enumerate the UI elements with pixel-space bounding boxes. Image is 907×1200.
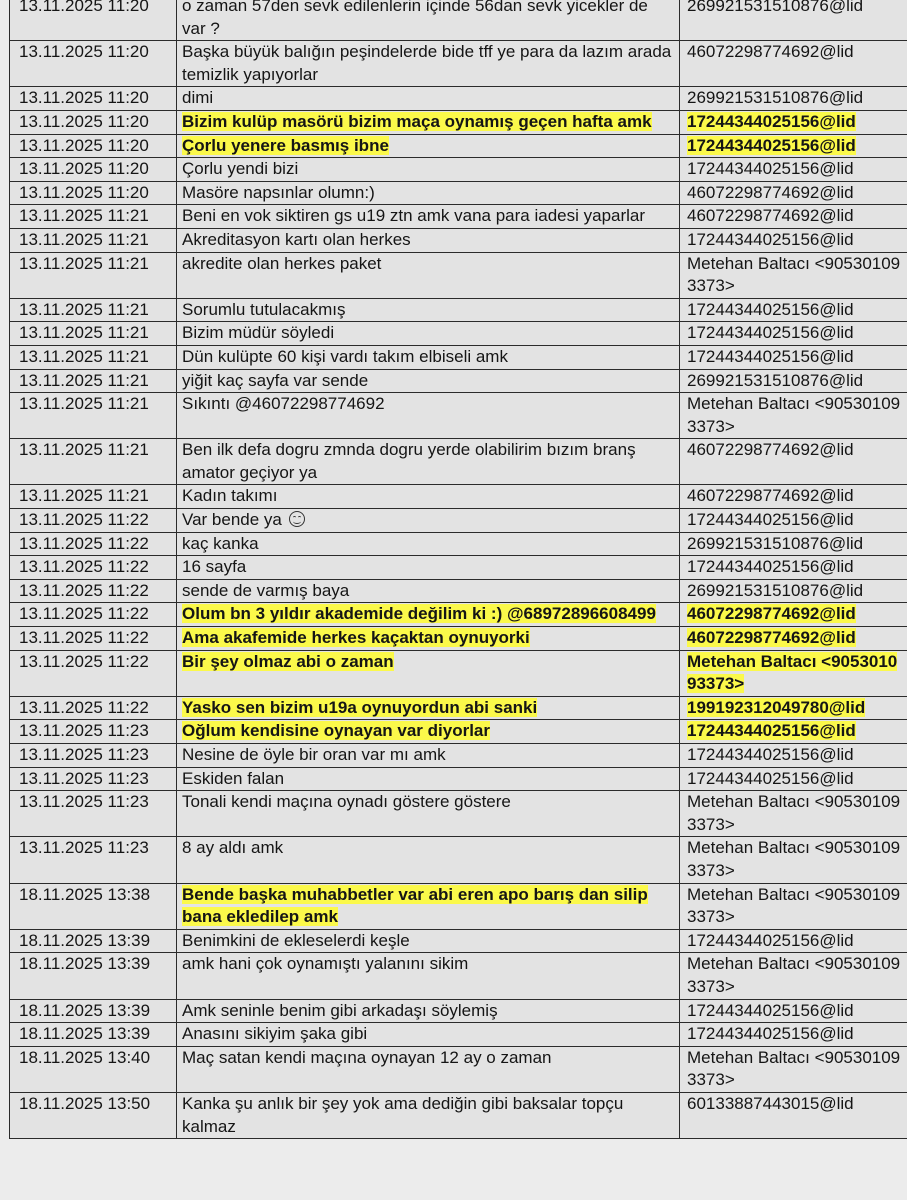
timestamp-cell: 13.11.2025 11:21 [10,369,177,393]
message-text: Nesine de öyle bir oran var mı amk [182,745,446,764]
timestamp-cell: 13.11.2025 11:22 [10,603,177,627]
sender-cell [680,696,907,720]
message-text: Bizim müdür söyledi [182,323,335,343]
timestamp-cell: 13.11.2025 11:22 [10,696,177,720]
sender-cell [680,744,907,768]
sender-cell [680,532,907,556]
sender-text: Metehan Baltacı <905301093373> [687,394,901,436]
message-text: Tonali kendi maçına oynadı göstere göstere [182,792,511,812]
timestamp-cell: 13.11.2025 11:20 [10,181,177,205]
sender-text: 17244344025156@lid [687,346,854,366]
message-cell [177,1023,680,1047]
table-row [10,509,907,533]
sender-text: 17244344025156@lid [687,323,854,343]
table-row [10,298,907,322]
sender-text: 46072298774692@lid [687,486,854,506]
message-text: Bende başka muhabbetler var abi eren apo barış dan silip bana ekledilер amk [182,884,648,927]
timestamp-cell: 18.11.2025 13:40 [10,1046,177,1092]
table-row [10,369,907,393]
message-text: Benimkini de ekleselerdi keşle [182,930,410,950]
timestamp-cell: 13.11.2025 11:20 [10,41,177,87]
table-row [10,953,907,999]
timestamp-cell: 13.11.2025 11:23 [10,720,177,744]
table-row [10,883,907,929]
sender-text: Metehan Baltacı <905301093373> [687,884,901,927]
message-cell [177,0,680,41]
message-text: Ben ilk defa dogru zmnda dogru yerde olabilirim bızım branş amator geçiyor ya [182,440,636,482]
timestamp-cell: 13.11.2025 11:20 [10,87,177,111]
table-row [10,767,907,791]
table-row [10,87,907,111]
message-text: Anasını sikiyim şaka gibi [182,1024,368,1044]
message-cell [177,579,680,603]
sender-text: 269921531510876@lid [687,88,864,108]
table-row [10,1092,907,1138]
timestamp-cell: 13.11.2025 11:23 [10,837,177,883]
sender-cell [680,205,907,229]
sender-cell [680,110,907,134]
sender-text: 17244344025156@lid [687,1000,854,1020]
message-cell [177,345,680,369]
sender-cell [680,556,907,580]
message-text: Oğlum kendisine oynayan var diyorlar [182,721,490,741]
timestamp-cell: 13.11.2025 11:21 [10,252,177,298]
message-text: Ama akafemide herkes kaçaktan oynuyorki [182,628,530,648]
sender-cell [680,509,907,533]
sender-cell [680,322,907,346]
message-cell [177,532,680,556]
timestamp-cell: 13.11.2025 11:20 [10,0,177,41]
sender-text: 17244344025156@lid [687,745,854,764]
table-row [10,929,907,953]
timestamp-cell: 18.11.2025 13:50 [10,1092,177,1138]
message-cell [177,650,680,696]
chat-log-body [10,0,907,1139]
sender-text: 46072298774692@lid [687,42,854,62]
sender-text: 17244344025156@lid [687,930,854,950]
table-row [10,252,907,298]
message-text: Akreditasyon kartı olan herkes [182,229,411,249]
table-row [10,345,907,369]
timestamp-cell: 13.11.2025 11:22 [10,627,177,651]
message-cell [177,158,680,182]
table-row [10,1046,907,1092]
sender-cell [680,1092,907,1138]
timestamp-cell: 18.11.2025 13:39 [10,1023,177,1047]
table-row [10,532,907,556]
message-text: Maç satan kendi maçına oynayan 12 ay o zaman [182,1047,552,1067]
message-text: Beni en vok siktiren gs u19 ztn amk vana para iadesi yaparlar [182,206,646,226]
message-cell [177,439,680,485]
sender-text: Metehan Baltacı <905301093373> [687,253,901,296]
table-row [10,181,907,205]
sender-text: 46072298774692@lid [687,628,856,648]
message-cell [177,509,680,533]
message-cell [177,837,680,883]
table-row [10,322,907,346]
message-cell [177,556,680,580]
timestamp-cell: 18.11.2025 13:39 [10,999,177,1023]
message-cell [177,603,680,627]
sender-cell [680,603,907,627]
sender-text: 17244344025156@lid [687,557,854,577]
table-row [10,134,907,158]
message-text: dimi [182,88,214,108]
smile-emoji-icon [289,511,305,527]
message-cell [177,696,680,720]
table-row [10,393,907,439]
timestamp-cell: 13.11.2025 11:21 [10,205,177,229]
table-row [10,579,907,603]
sender-cell [680,791,907,837]
table-row [10,1023,907,1047]
sender-text: 17244344025156@lid [687,721,856,741]
sender-text: 17244344025156@lid [687,510,854,530]
sender-cell [680,627,907,651]
timestamp-cell: 13.11.2025 11:21 [10,298,177,322]
sender-cell [680,1046,907,1092]
message-text: yiğit kaç sayfa var sende [182,370,369,390]
table-row [10,556,907,580]
message-text: Sorumlu tutulacakmış [182,299,346,319]
message-cell [177,929,680,953]
sender-text: Metehan Baltacı <905301093373> [687,651,898,694]
message-cell [177,205,680,229]
table-row [10,791,907,837]
message-text: Eskiden falan [182,768,285,788]
message-text: 16 sayfa [182,557,247,577]
message-text: Çorlu yenere basmış ibne [182,135,389,155]
message-text: sende de varmış baya [182,580,350,600]
sender-cell [680,1023,907,1047]
sender-cell [680,228,907,252]
sender-cell [680,953,907,999]
message-text: Amk seninle benim gibi arkadaşı söylemiş [182,1000,498,1020]
sender-cell [680,393,907,439]
timestamp-cell: 13.11.2025 11:23 [10,791,177,837]
sender-cell [680,369,907,393]
table-row [10,650,907,696]
timestamp-cell: 18.11.2025 13:39 [10,929,177,953]
table-row [10,627,907,651]
sender-cell [680,767,907,791]
message-cell [177,767,680,791]
message-cell [177,298,680,322]
message-text: Kanka şu anlık bir şey yok ama dediğin gibi baksalar topçu kalmaz [182,1093,624,1136]
message-cell [177,393,680,439]
sender-text: 269921531510876@lid [687,370,864,390]
message-cell [177,41,680,87]
table-row [10,110,907,134]
table-row [10,485,907,509]
timestamp-cell: 18.11.2025 13:39 [10,953,177,999]
table-row [10,837,907,883]
message-text: Olum bn 3 yıldır akademide değilim ki :) @68972896608499 [182,604,656,624]
table-row [10,41,907,87]
message-cell [177,627,680,651]
timestamp-cell: 13.11.2025 11:22 [10,532,177,556]
sender-text: 17244344025156@lid [687,111,856,131]
timestamp-cell: 13.11.2025 11:20 [10,110,177,134]
timestamp-cell: 13.11.2025 11:23 [10,744,177,768]
message-cell [177,369,680,393]
message-text: kaç kanka [182,533,259,553]
message-cell [177,720,680,744]
sender-cell [680,720,907,744]
message-text: Dün kulüpte 60 kişi vardı takım elbiseli amk [182,346,508,366]
sender-cell [680,158,907,182]
sender-text: 17244344025156@lid [687,1024,854,1044]
message-cell [177,744,680,768]
sender-text: Metehan Baltacı <905301093373> [687,954,901,996]
message-cell [177,1046,680,1092]
table-row [10,999,907,1023]
sender-text: Metehan Baltacı <905301093373> [687,1047,901,1090]
message-cell [177,87,680,111]
message-text: 8 ay aldı amk [182,838,284,858]
timestamp-cell: 13.11.2025 11:23 [10,767,177,791]
message-text: amk hani çok oynamıştı yalanını sikim [182,954,469,974]
sender-text: Metehan Baltacı <905301093373> [687,838,901,880]
timestamp-cell: 13.11.2025 11:21 [10,393,177,439]
message-cell [177,134,680,158]
sender-cell [680,929,907,953]
timestamp-cell: 13.11.2025 11:22 [10,579,177,603]
message-cell [177,228,680,252]
message-text: Sıkıntı @46072298774692 [182,394,385,414]
message-cell [177,791,680,837]
sender-text: 46072298774692@lid [687,182,854,202]
table-row [10,439,907,485]
message-text: Kadın takımı [182,486,278,506]
chat-log-table [9,0,907,1139]
message-cell [177,953,680,999]
message-cell [177,110,680,134]
sender-text: 17244344025156@lid [687,159,854,179]
sender-cell [680,883,907,929]
sender-text: Metehan Baltacı <905301093373> [687,792,901,834]
timestamp-cell: 13.11.2025 11:20 [10,134,177,158]
message-cell [177,181,680,205]
timestamp-cell: 18.11.2025 13:38 [10,883,177,929]
sender-text: 269921531510876@lid [687,0,864,15]
table-row [10,158,907,182]
timestamp-cell: 13.11.2025 11:20 [10,158,177,182]
table-row [10,720,907,744]
sender-text: 269921531510876@lid [687,533,864,553]
timestamp-cell: 13.11.2025 11:22 [10,650,177,696]
table-row [10,228,907,252]
table-row [10,205,907,229]
message-cell [177,883,680,929]
table-row [10,744,907,768]
message-cell [177,485,680,509]
sender-text: 17244344025156@lid [687,299,854,319]
sender-cell [680,650,907,696]
sender-cell [680,485,907,509]
sender-cell [680,439,907,485]
sender-text: 60133887443015@lid [687,1093,854,1113]
message-text: Bir şey olmaz abi o zaman [182,651,394,671]
table-row [10,603,907,627]
sender-cell [680,0,907,41]
sender-text: 17244344025156@lid [687,229,854,249]
message-text: Yasko sen bizim u19a oynuyordun abi sanki [182,697,538,717]
message-text: Çorlu yendi bizi [182,159,299,179]
sender-cell [680,345,907,369]
sender-text: 46072298774692@lid [687,440,854,460]
timestamp-cell: 13.11.2025 11:21 [10,439,177,485]
message-text: Bizim kulüp masörü bizim maça oynamış geçen hafta amk [182,111,652,131]
message-text: o zaman 57den sevk edilenlerin içinde 56dan sevk yicekler de var ? [182,0,648,38]
timestamp-cell: 13.11.2025 11:21 [10,345,177,369]
sender-cell [680,181,907,205]
message-text: akredite olan herkes paket [182,253,382,273]
timestamp-cell: 13.11.2025 11:22 [10,509,177,533]
sender-cell [680,999,907,1023]
sender-cell [680,252,907,298]
timestamp-cell: 13.11.2025 11:21 [10,485,177,509]
sender-cell [680,134,907,158]
sender-cell [680,298,907,322]
timestamp-cell: 13.11.2025 11:22 [10,556,177,580]
sender-cell [680,837,907,883]
sender-cell [680,41,907,87]
sender-text: 17244344025156@lid [687,768,854,788]
sender-cell [680,579,907,603]
sender-text: 199192312049780@lid [687,697,866,717]
timestamp-cell: 13.11.2025 11:21 [10,322,177,346]
sender-text: 17244344025156@lid [687,135,856,155]
sender-text: 269921531510876@lid [687,580,864,600]
sender-text: 46072298774692@lid [687,604,856,624]
sender-text: 46072298774692@lid [687,206,854,226]
message-text: Var bende ya [182,510,282,530]
message-cell [177,999,680,1023]
table-row [10,0,907,41]
message-text: Masöre napsınlar olumn:) [182,182,375,202]
sender-cell [680,87,907,111]
message-text: Başka büyük balığın peşindelerde bide tff ye para da lazım arada temizlik yapıyorlar [182,42,672,84]
message-cell [177,1092,680,1138]
message-cell [177,322,680,346]
table-row [10,696,907,720]
timestamp-cell: 13.11.2025 11:21 [10,228,177,252]
message-cell [177,252,680,298]
